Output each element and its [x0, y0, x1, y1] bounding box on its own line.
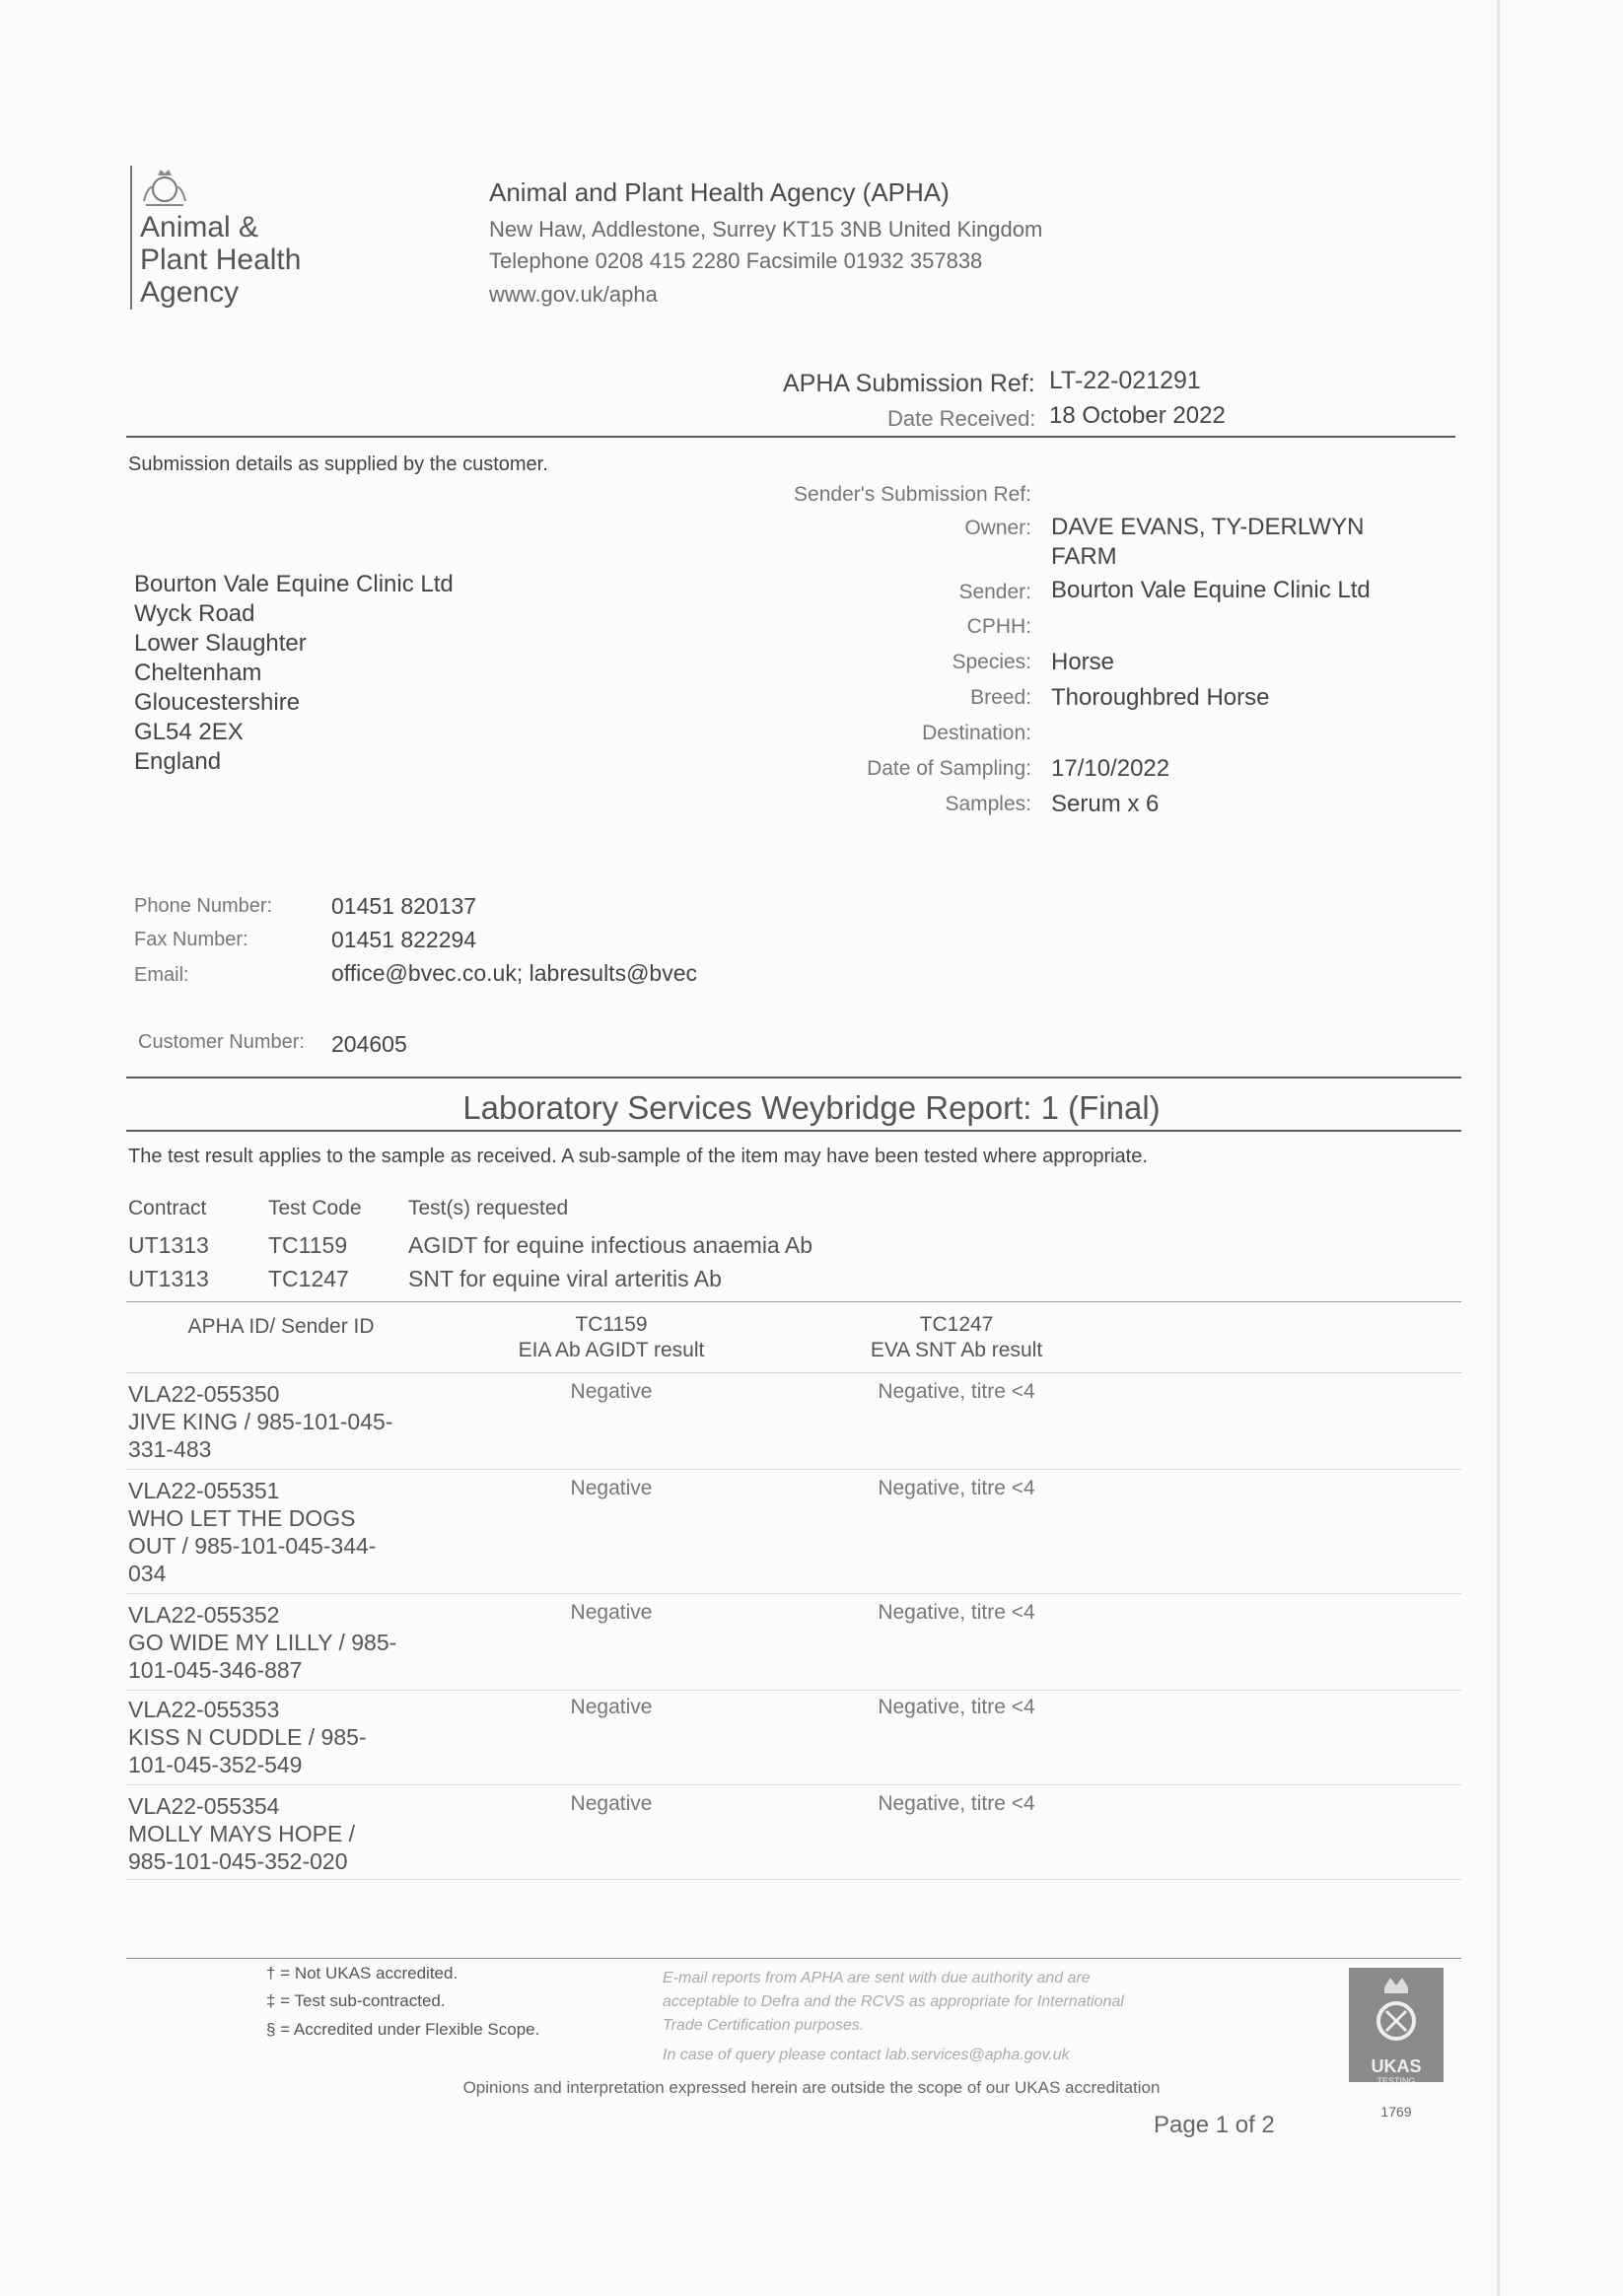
result-id-line: VLA22-055353 — [128, 1697, 280, 1722]
results-top-rule — [126, 1301, 1461, 1302]
results-header-id: APHA ID/ Sender ID — [187, 1315, 375, 1338]
detail-label-destination: Destination: — [922, 722, 1031, 744]
ukas-label: UKAS — [1371, 2056, 1422, 2076]
logo-line: Plant Health — [140, 244, 302, 276]
detail-label-senders-ref: Sender's Submission Ref: — [794, 483, 1031, 506]
submission-details-caption: Submission details as supplied by the customer. — [128, 453, 548, 475]
result-id-line: 985-101-045-352-020 — [128, 1848, 348, 1874]
detail-value-samples: Serum x 6 — [1051, 791, 1160, 817]
result-id-line: OUT / 985-101-045-344- — [128, 1533, 377, 1559]
result-row-rule — [126, 1690, 1461, 1691]
result-eia: Negative — [570, 1792, 653, 1815]
ukas-badge — [1349, 1968, 1444, 2086]
agency-website[interactable]: www.gov.uk/apha — [489, 282, 658, 307]
detail-label-cphh: CPHH: — [966, 615, 1031, 638]
result-id-line: 101-045-346-887 — [128, 1657, 303, 1683]
result-id-line: WHO LET THE DOGS — [128, 1505, 356, 1531]
result-id-line: MOLLY MAYS HOPE / — [128, 1821, 356, 1846]
results-header-col1-name: EIA Ab AGIDT result — [518, 1339, 705, 1361]
agency-address: New Haw, Addlestone, Surrey KT15 3NB United Kingdom — [489, 217, 1043, 242]
page-number: Page 1 of 2 — [1154, 2112, 1275, 2138]
address-line: England — [134, 748, 222, 775]
test-code: TC1247 — [268, 1266, 349, 1291]
customer-number-value: 204605 — [331, 1031, 407, 1057]
detail-value-sender: Bourton Vale Equine Clinic Ltd — [1051, 577, 1371, 603]
footer-rule — [126, 1958, 1461, 1959]
email-label: Email: — [134, 964, 189, 986]
result-id-line: 101-045-352-549 — [128, 1752, 303, 1777]
result-row-rule — [126, 1593, 1461, 1594]
customer-address — [134, 570, 454, 777]
result-id-line: KISS N CUDDLE / 985- — [128, 1724, 367, 1750]
address-line: Wyck Road — [134, 600, 255, 627]
detail-value-date-of-sampling: 17/10/2022 — [1051, 755, 1170, 782]
footer-key: † = Not UKAS accredited. — [266, 1964, 459, 1983]
logo-divider — [130, 166, 132, 310]
phone-value: 01451 820137 — [331, 893, 477, 919]
header-rule — [126, 436, 1455, 438]
test-contract: UT1313 — [128, 1266, 209, 1291]
footer-key: ‡ = Test sub-contracted. — [266, 1991, 446, 2010]
royal-crest-icon — [138, 166, 191, 209]
agency-name: Animal and Plant Health Agency (APHA) — [489, 177, 950, 207]
agency-phone: Telephone 0208 415 2280 Facsimile 01932 357838 — [489, 248, 983, 273]
address-line: Gloucestershire — [134, 689, 301, 716]
result-sample-id — [128, 1477, 434, 1587]
result-eva: Negative, titre <4 — [878, 1601, 1035, 1624]
footer-note: E-mail reports from APHA are sent with due authority and are — [663, 1970, 1091, 1986]
footer-opinion: Opinions and interpretation expressed herein are outside the scope of our UKAS accreditation — [462, 2078, 1161, 2097]
date-received-label: Date Received: — [887, 406, 1036, 431]
report-bottom-rule — [126, 1130, 1461, 1132]
results-bottom-rule — [126, 1879, 1461, 1880]
result-eia: Negative — [570, 1601, 653, 1624]
result-sample-id — [128, 1380, 434, 1463]
result-id-line: GO WIDE MY LILLY / 985- — [128, 1630, 397, 1655]
detail-label-sender: Sender: — [958, 581, 1031, 603]
customer-number-label: Customer Number: — [138, 1031, 305, 1053]
detail-label-species: Species: — [952, 651, 1031, 673]
detail-label-samples: Samples: — [945, 793, 1031, 815]
footer-contact-note: In case of query please contact lab.services@apha.gov.uk — [663, 2047, 1070, 2063]
results-header-col2-code: TC1247 — [919, 1313, 994, 1336]
detail-label-date-of-sampling: Date of Sampling: — [867, 757, 1031, 780]
submission-ref-value: LT-22-021291 — [1049, 367, 1201, 394]
ukas-number: 1769 — [1380, 2104, 1412, 2120]
fax-label: Fax Number: — [134, 929, 248, 950]
address-line: Lower Slaughter — [134, 630, 307, 657]
footer-note: Trade Certification purposes. — [663, 2017, 865, 2034]
address-line: GL54 2EX — [134, 719, 244, 745]
result-eva: Negative, titre <4 — [878, 1696, 1035, 1718]
result-sample-id — [128, 1792, 434, 1875]
footer-note: acceptable to Defra and the RCVS as appropriate for International — [663, 1993, 1124, 2010]
report-title: Laboratory Services Weybridge Report: 1 (Final) — [462, 1089, 1161, 1126]
detail-label-breed: Breed: — [970, 686, 1031, 709]
ukas-crown-icon — [1349, 1968, 1444, 2052]
result-eva: Negative, titre <4 — [878, 1477, 1035, 1499]
address-line: Bourton Vale Equine Clinic Ltd — [134, 571, 454, 597]
result-row-rule — [126, 1469, 1461, 1470]
results-header-col1-code: TC1159 — [575, 1313, 648, 1336]
submission-ref-label: APHA Submission Ref: — [783, 370, 1035, 397]
result-eia: Negative — [570, 1696, 653, 1718]
report-top-rule — [126, 1077, 1461, 1078]
logo-line: Animal & — [140, 211, 259, 244]
ukas-sub-label: TESTING — [1376, 2076, 1416, 2086]
result-id-line: VLA22-055350 — [128, 1381, 280, 1407]
result-id-line: 331-483 — [128, 1436, 212, 1462]
logo-line: Agency — [140, 276, 240, 309]
test-contract: UT1313 — [128, 1232, 209, 1258]
result-id-line: VLA22-055354 — [128, 1793, 280, 1819]
agency-logo-text — [140, 211, 301, 309]
address-line: Cheltenham — [134, 660, 262, 686]
test-code: TC1159 — [268, 1232, 348, 1258]
result-row-rule — [126, 1784, 1461, 1785]
result-id-line: JIVE KING / 985-101-045- — [128, 1409, 393, 1434]
tests-header-test-code: Test Code — [268, 1197, 362, 1219]
footer-key: § = Accredited under Flexible Scope. — [266, 2020, 540, 2039]
tests-header-requested: Test(s) requested — [408, 1197, 569, 1219]
date-received-value: 18 October 2022 — [1049, 402, 1226, 429]
tests-header-contract: Contract — [128, 1197, 207, 1219]
detail-value-breed: Thoroughbred Horse — [1051, 684, 1270, 711]
result-eia: Negative — [570, 1380, 653, 1403]
result-id-line: VLA22-055351 — [128, 1478, 280, 1503]
report-disclaimer: The test result applies to the sample as received. A sub-sample of the item may have been tested where appropriate. — [128, 1146, 1148, 1167]
result-eia: Negative — [570, 1477, 653, 1499]
detail-label-owner: Owner: — [964, 517, 1031, 539]
result-eva: Negative, titre <4 — [878, 1380, 1035, 1403]
result-sample-id — [128, 1696, 434, 1778]
fax-value: 01451 822294 — [331, 927, 477, 952]
detail-value-owner: DAVE EVANS, TY-DERLWYN FARM — [1051, 514, 1365, 570]
email-value[interactable]: office@bvec.co.uk; labresults@bvec — [331, 960, 697, 986]
detail-value-species: Horse — [1051, 649, 1115, 675]
results-header-rule — [126, 1372, 1461, 1373]
result-id-line: VLA22-055352 — [128, 1602, 280, 1628]
result-sample-id — [128, 1601, 434, 1684]
test-requested: AGIDT for equine infectious anaemia Ab — [408, 1232, 812, 1258]
result-id-line: 034 — [128, 1561, 167, 1586]
test-requested: SNT for equine viral arteritis Ab — [408, 1266, 722, 1291]
results-header-col2-name: EVA SNT Ab result — [870, 1339, 1043, 1361]
phone-label: Phone Number: — [134, 895, 273, 917]
scan-edge-shadow — [1497, 0, 1500, 2296]
result-eva: Negative, titre <4 — [878, 1792, 1035, 1815]
